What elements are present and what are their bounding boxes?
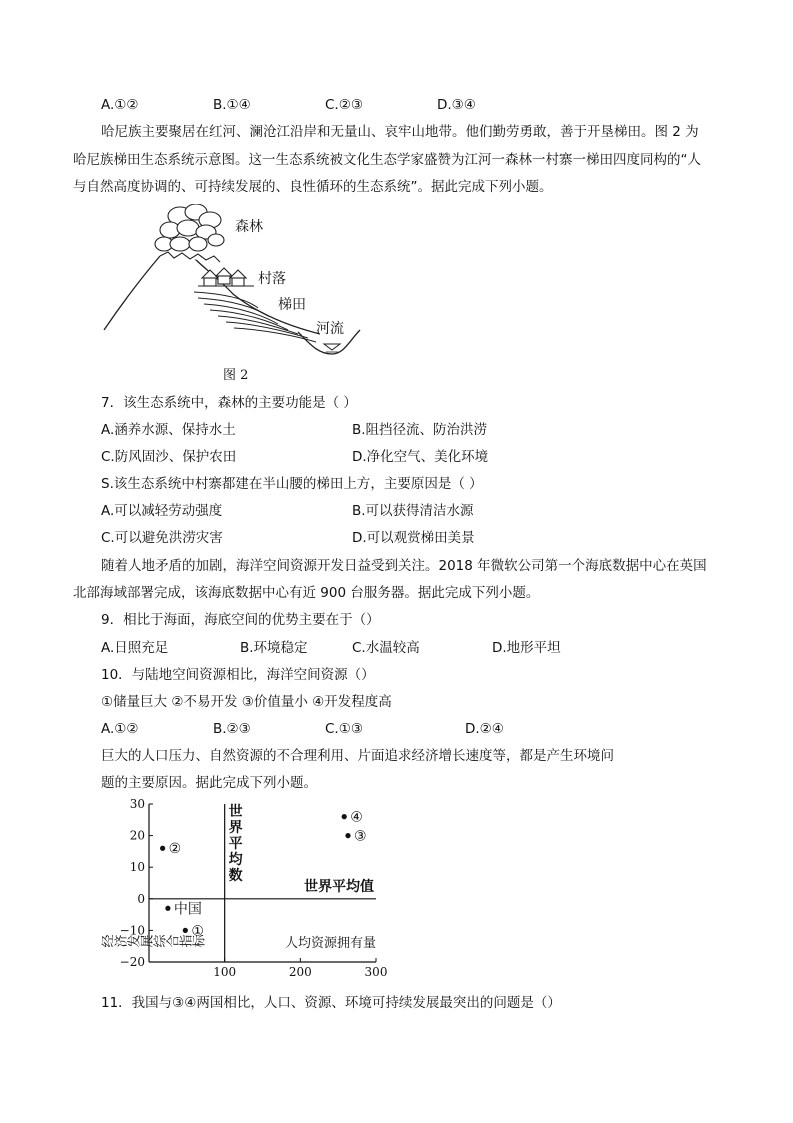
q10-option-b: B.②③ bbox=[213, 721, 251, 737]
passage-hani-line-2: 哈尼族梯田生态系统示意图。这一生态系统被文化生态学家盛赞为江河一森林一村寨一梯田四度同构的“人 bbox=[73, 152, 701, 168]
q8-option-b: B.可以获得清洁水源 bbox=[352, 503, 474, 519]
y-tick-label: 0 bbox=[137, 891, 145, 906]
q7-stem: 7．该生态系统中，森林的主要功能是（ ） bbox=[101, 395, 357, 411]
q8-option-d: D.可以观赏梯田美景 bbox=[352, 530, 475, 546]
q10-stem: 10．与陆地空间资源相比，海洋空间资源（） bbox=[101, 667, 375, 683]
forest-icon bbox=[155, 204, 224, 262]
data-point bbox=[342, 814, 347, 819]
data-point-label: ② bbox=[168, 841, 182, 858]
q7-option-a: A.涵养水源、保持水土 bbox=[101, 422, 236, 438]
data-point bbox=[345, 833, 350, 838]
chart-y-axis-label: 经济发展综合指标 bbox=[101, 935, 205, 951]
q9-option-d: D.地形平坦 bbox=[492, 640, 561, 656]
q9-option-a: A.日照充足 bbox=[101, 640, 169, 656]
y-tick-label: 30 bbox=[129, 797, 145, 811]
passage-hani-line-1: 哈尼族主要聚居在红河、澜沧江沿岸和无量山、哀牢山地带。他们勤劳勇敢，善于开垦梯田。图 2 为 bbox=[101, 124, 699, 140]
x-tick-label: 200 bbox=[288, 965, 312, 979]
passage-ocean-line-1: 随着人地矛盾的加剧，海洋空间资源开发日益受到关注。2018 年微软公司第一个海底数据中心在英国 bbox=[101, 558, 707, 574]
q9-option-b: B.环境稳定 bbox=[240, 640, 308, 656]
figure-caption: 图 2 bbox=[223, 368, 249, 383]
scatter-chart bbox=[95, 795, 400, 980]
q8-stem: S.该生态系统中村寨都建在半山腰的梯田上方，主要原因是（ ） bbox=[101, 476, 483, 492]
data-point-label: ④ bbox=[350, 809, 363, 826]
passage-ocean-line-2: 北部海域部署完成，该海底数据中心有近 900 台服务器。据此完成下列小题。 bbox=[73, 585, 540, 601]
figure-label-village: 村落 bbox=[258, 271, 286, 287]
q9-option-c: C.水温较高 bbox=[352, 640, 420, 656]
world-average-vertical-label: 世界平均数 bbox=[228, 804, 243, 884]
x-tick-label: 100 bbox=[213, 965, 237, 979]
q6-option-d: D.③④ bbox=[437, 97, 476, 113]
q10-option-c: C.①③ bbox=[325, 721, 363, 737]
figure-label-terrace: 梯田 bbox=[278, 297, 306, 313]
data-point-label: 中国 bbox=[173, 901, 202, 918]
data-point bbox=[165, 906, 170, 911]
q10-option-a: A.①② bbox=[101, 721, 139, 737]
y-tick-label: 20 bbox=[129, 828, 145, 843]
figure-label-river: 河流 bbox=[316, 321, 344, 337]
village-icon bbox=[198, 268, 254, 286]
q7-option-b: B.阻挡径流、防治洪涝 bbox=[352, 422, 488, 438]
data-point-label: ③ bbox=[354, 828, 367, 845]
q6-option-c: C.②③ bbox=[325, 97, 363, 113]
q11-stem: 11．我国与③④两国相比，人口、资源、环境可持续发展最突出的问题是（） bbox=[101, 995, 561, 1011]
chart-x-axis-label: 人均资源拥有量 bbox=[284, 936, 376, 951]
passage-env-line-1: 巨大的人口压力、自然资源的不合理利用、片面追求经济增长速度等，都是产生环境问 bbox=[101, 748, 614, 764]
passage-hani-line-3: 与自然高度协调的、可持续发展的、良性循环的生态系统”。据此完成下列小题。 bbox=[73, 179, 553, 195]
q10-statements: ①储量巨大 ②不易开发 ③价值量小 ④开发程度高 bbox=[101, 694, 392, 710]
y-tick-label: −20 bbox=[119, 955, 145, 969]
y-tick-label: 10 bbox=[129, 860, 145, 875]
q10-option-d: D.②④ bbox=[465, 721, 504, 737]
q6-option-b: B.①④ bbox=[213, 97, 251, 113]
world-average-horizontal-label: 世界平均值 bbox=[304, 878, 374, 895]
passage-env-line-2: 题的主要原因。据此完成下列小题。 bbox=[101, 775, 317, 791]
q9-stem: 9．相比于海面，海底空间的优势主要在于（） bbox=[101, 612, 380, 628]
y-tick-label: −10 bbox=[119, 923, 145, 938]
q7-option-c: C.防风固沙、保护农田 bbox=[101, 449, 237, 465]
q8-option-c: C.可以避免洪涝灾害 bbox=[101, 530, 223, 546]
data-point bbox=[183, 928, 188, 933]
q8-option-a: A.可以减轻劳动强度 bbox=[101, 503, 223, 519]
data-point bbox=[160, 846, 165, 851]
figure-label-forest: 森林 bbox=[235, 219, 263, 235]
q7-option-d: D.净化空气、美化环境 bbox=[352, 449, 489, 465]
data-point-label: ① bbox=[191, 923, 204, 940]
q6-option-a: A.①② bbox=[101, 97, 139, 113]
x-tick-label: 300 bbox=[364, 965, 388, 979]
